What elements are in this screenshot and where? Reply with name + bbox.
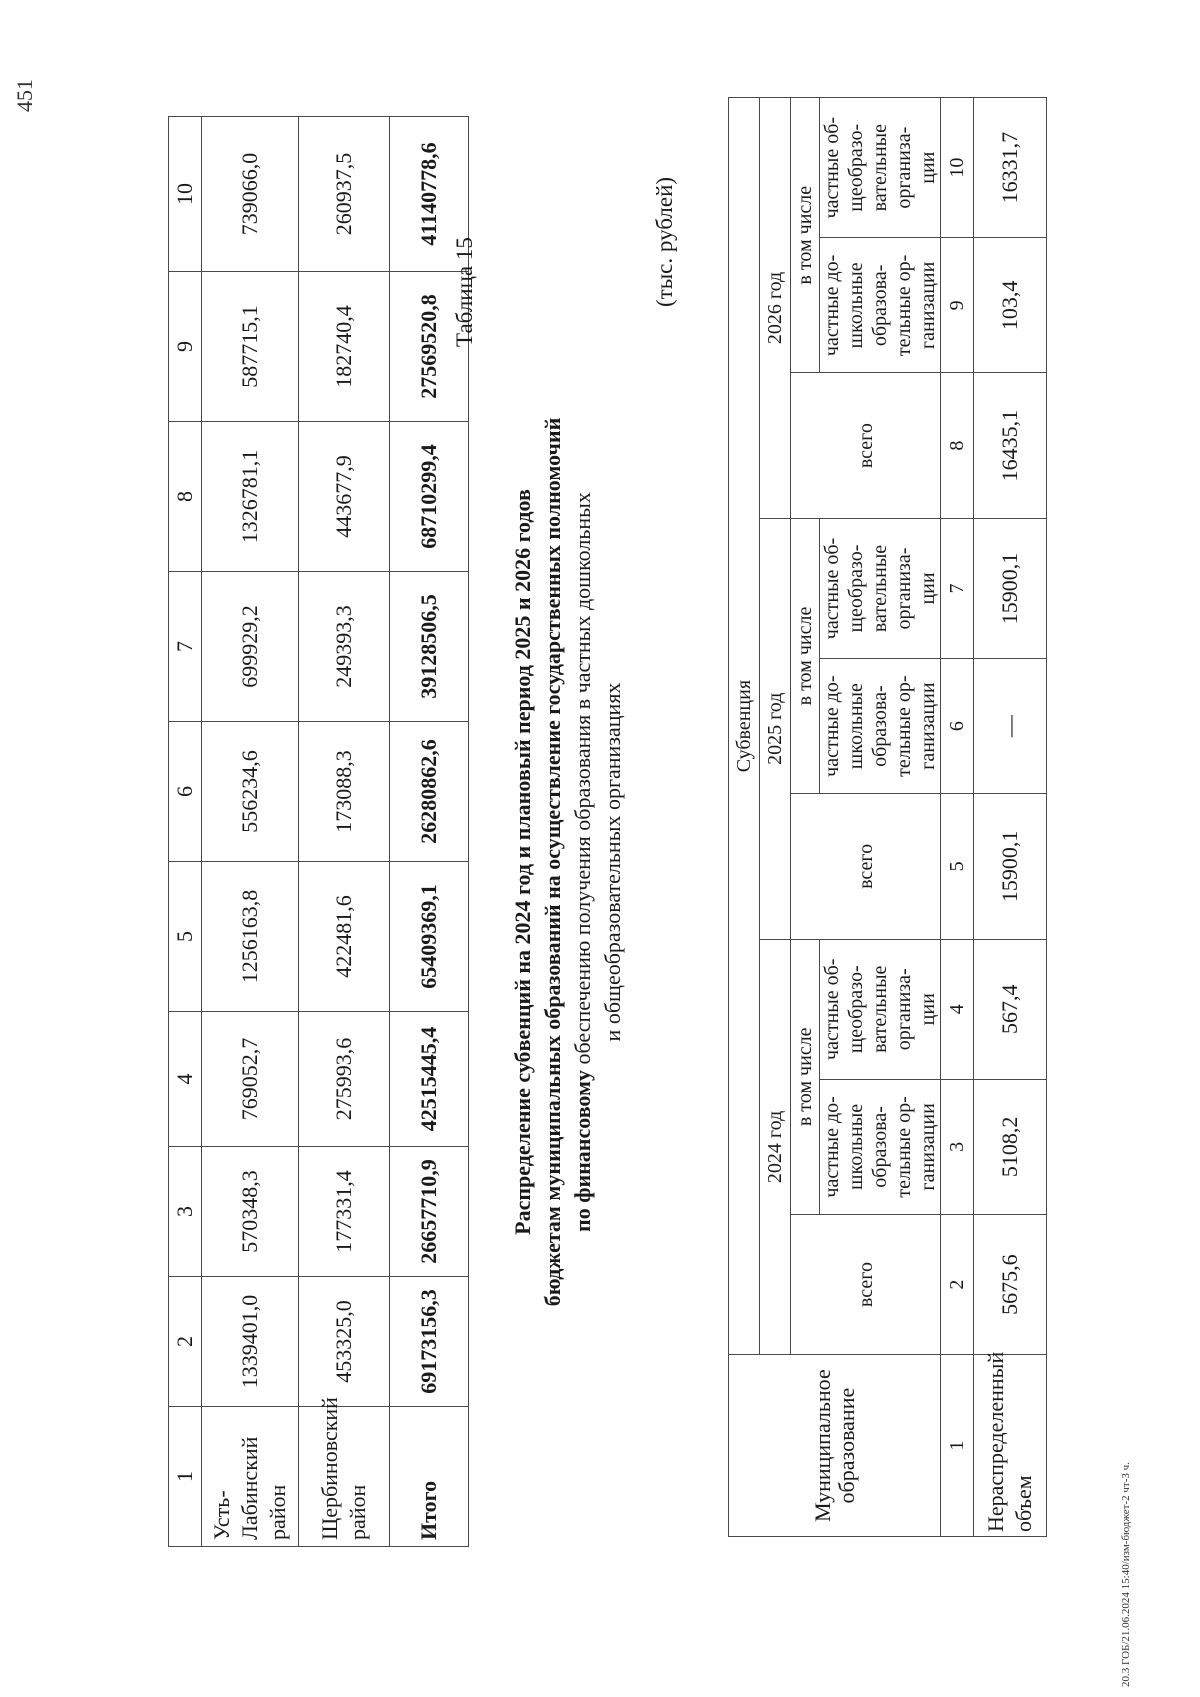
general-header: частные об- щеобразо- вательные организа- ции bbox=[820, 98, 941, 238]
cell: 26280862,6 bbox=[390, 722, 469, 862]
col-number: 8 bbox=[169, 422, 202, 572]
cell: 16435,1 bbox=[974, 373, 1047, 518]
cell: 39128506,5 bbox=[390, 572, 469, 722]
header-row bbox=[791, 98, 820, 1537]
col-number: 9 bbox=[169, 272, 202, 422]
cell: 5108,2 bbox=[974, 1079, 1047, 1214]
title-line: бюджетам муниципальных образований на осуществление государственных полномочий bbox=[540, 417, 565, 1307]
cell: 249393,3 bbox=[299, 572, 390, 722]
col-number: 3 bbox=[169, 1147, 202, 1277]
cell: 41140778,6 bbox=[390, 117, 469, 272]
col-number: 6 bbox=[941, 659, 974, 794]
preschool-header: частные до- школьные образова- тельные ор- ганизации bbox=[820, 659, 941, 794]
col-number: 2 bbox=[169, 1277, 202, 1407]
cell: 16331,7 bbox=[974, 98, 1047, 238]
cell: 422481,6 bbox=[299, 862, 390, 1012]
col-number: 4 bbox=[169, 1012, 202, 1147]
title-line: по финансовому обеспечению получения образования в частных дошкольных bbox=[570, 492, 595, 1232]
cell: 173088,3 bbox=[299, 722, 390, 862]
cell: 260937,5 bbox=[299, 117, 390, 272]
table-row bbox=[974, 98, 1047, 1537]
year-header: 2024 год bbox=[760, 939, 791, 1355]
cell: 587715,1 bbox=[202, 272, 299, 422]
cell: 1256163,8 bbox=[202, 862, 299, 1012]
col-number: 10 bbox=[941, 98, 974, 238]
cell: 443677,9 bbox=[299, 422, 390, 572]
cell: 182740,4 bbox=[299, 272, 390, 422]
cell: 453325,0 bbox=[299, 1277, 390, 1407]
table-header-row bbox=[169, 117, 202, 1547]
cell: 15900,1 bbox=[974, 518, 1047, 658]
col-number: 5 bbox=[941, 794, 974, 939]
page-number: 451 bbox=[12, 79, 37, 112]
including-header: в том числе bbox=[791, 518, 820, 793]
cell: 556234,6 bbox=[202, 722, 299, 862]
cell: 699929,2 bbox=[202, 572, 299, 722]
cell: 42515445,4 bbox=[390, 1012, 469, 1147]
col-number: 8 bbox=[941, 373, 974, 518]
col-number: 6 bbox=[169, 722, 202, 862]
title-line: Распределение субвенций на 2024 год и плановый период 2025 и 2026 годов bbox=[510, 489, 535, 1235]
table-row bbox=[299, 117, 390, 1547]
header-row bbox=[760, 98, 791, 1537]
cell: 275993,6 bbox=[299, 1012, 390, 1147]
row-name: Нераспределенный объем bbox=[974, 1355, 1047, 1537]
continuation-table bbox=[168, 116, 469, 1547]
year-header: 2026 год bbox=[760, 98, 791, 519]
cell: 567,4 bbox=[974, 939, 1047, 1079]
units-label: (тыс. рублей) bbox=[652, 176, 677, 307]
col-number: 5 bbox=[169, 862, 202, 1012]
col-number: 10 bbox=[169, 117, 202, 272]
row-name: Усть-Лабинский район bbox=[202, 1407, 299, 1547]
year-header: 2025 год bbox=[760, 518, 791, 939]
subvention-table bbox=[728, 97, 1047, 1537]
cell: 5675,6 bbox=[974, 1214, 1047, 1354]
mo-header: Муниципальное образование bbox=[729, 1355, 941, 1537]
table-label: Таблица 15 bbox=[452, 237, 477, 347]
total-header: всего bbox=[791, 373, 941, 518]
cell: — bbox=[974, 659, 1047, 794]
including-header: в том числе bbox=[791, 98, 820, 373]
col-number: 4 bbox=[941, 939, 974, 1079]
col-number: 3 bbox=[941, 1079, 974, 1214]
general-header: частные об- щеобразо- вательные организа- ции bbox=[820, 518, 941, 658]
column-numbers-row bbox=[941, 98, 974, 1537]
document-title bbox=[508, 287, 628, 1437]
cell: 177331,4 bbox=[299, 1147, 390, 1277]
subvention-header: Субвенция bbox=[729, 98, 760, 1355]
cell: 27569520,8 bbox=[390, 272, 469, 422]
col-number: 2 bbox=[941, 1214, 974, 1354]
row-name: Итого bbox=[390, 1407, 469, 1547]
cell: 1339401,0 bbox=[202, 1277, 299, 1407]
row-name: Щербиновский район bbox=[299, 1407, 390, 1547]
cell: 69173156,3 bbox=[390, 1277, 469, 1407]
general-header: частные об- щеобразо- вательные организа- ции bbox=[820, 939, 941, 1079]
cell: 15900,1 bbox=[974, 794, 1047, 939]
cell: 26657710,9 bbox=[390, 1147, 469, 1277]
footer-note: 20.3 ГОБ/21.06.2024 15:40/изм-бюджет-2 чт-3 ч. bbox=[1120, 1462, 1132, 1687]
col-number: 9 bbox=[941, 238, 974, 373]
cell: 769052,7 bbox=[202, 1012, 299, 1147]
table-row bbox=[202, 117, 299, 1547]
cell: 65409369,1 bbox=[390, 862, 469, 1012]
title-line: и общеобразовательных организациях bbox=[600, 682, 625, 1042]
cell: 570348,3 bbox=[202, 1147, 299, 1277]
cell: 739066,0 bbox=[202, 117, 299, 272]
col-number: 7 bbox=[169, 572, 202, 722]
preschool-header: частные до- школьные образова- тельные ор- ганизации bbox=[820, 238, 941, 373]
col-number: 1 bbox=[169, 1407, 202, 1547]
col-number: 1 bbox=[941, 1355, 974, 1537]
cell: 68710299,4 bbox=[390, 422, 469, 572]
cell: 1326781,1 bbox=[202, 422, 299, 572]
col-number: 7 bbox=[941, 518, 974, 658]
preschool-header: частные до- школьные образова- тельные ор- ганизации bbox=[820, 1079, 941, 1214]
total-header: всего bbox=[791, 1214, 941, 1354]
cell: 103,4 bbox=[974, 238, 1047, 373]
total-header: всего bbox=[791, 794, 941, 939]
header-row bbox=[729, 98, 760, 1537]
including-header: в том числе bbox=[791, 939, 820, 1214]
